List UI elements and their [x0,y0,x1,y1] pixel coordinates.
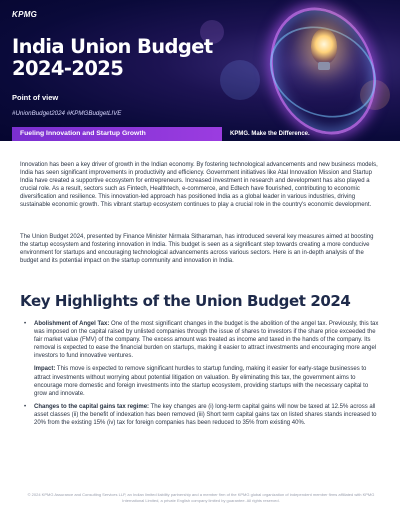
list-item-lead: Changes to the capital gains tax regime: [34,403,150,410]
lightbulb-base [318,62,330,70]
lightbulb-icon [311,28,337,64]
impact-lead: Impact: [34,366,56,373]
kpmg-logo: KPMG [12,10,38,19]
bullet: • [24,403,27,410]
highlights-list [20,320,382,432]
impact-text: This move is expected to remove significant hurdles to startup funding, making it easier for early-stage businesses to attract investments without worrying about potential litigation on valuation. By eliminating this tax, the government aims to encourage more domestic and foreign investments into the startup ecosystem, providing startups with the necessary capital to grow and innovate. [34,366,369,397]
list-item [20,320,382,360]
page-subtitle: Point of view [12,93,59,102]
hero-banner [0,0,400,141]
bullet: • [24,321,27,327]
hashtags: #UnionBudget2024 #KPMGBudgetLIVE [12,110,122,117]
section-heading: Key Highlights of the Union Budget 2024 [20,292,351,310]
theme-band [0,127,400,141]
list-item-text: One of the most significant changes in the budget is the abolition of the angel tax. Previously, this tax was imposed on the capital raised by unlisted companies through the issue of shares to investors if the share price exceeded the fair market value (FMV) of the company. The excess amount was treated as income and taxed in the hands of the company. Its removal is expected to ease the financial burden on startups, making it easier to attract investments and encouraging more angel investors to fund innovative ventures. [34,321,379,360]
intro-paragraph: The Union Budget 2024, presented by Finance Minister Nirmala Sitharaman, has introduced several key measures aimed at boosting the startup ecosystem and fostering innovation in India. This budget is seen as a significant step towards creating a more conducive environment for startups and encouraging technological advancements across various sectors. Here is an in-depth analysis of the budget and its potential impact on the startup community and innovation in India. [20,234,374,265]
impact-paragraph [20,365,382,397]
page-title: India Union Budget 2024-2025 [12,35,213,80]
list-item-text: The key changes are (i) long-term capital gains will now be taxed at 12.5% across all asset classes (ii) the benefit of indexation has been removed (iii) Short term capital gains tax on listed shares stands increased to 20% from the existing 15% (iv) tax for foreign companies has been reduced to 35% from existing 40%. [34,403,377,427]
tagline: KPMG. Make the Difference. [230,131,310,137]
intro-paragraph: Innovation has been a key driver of growth in the Indian economy. By fostering technological advancements and new business models, India has seen significant improvements in productivity and efficiency. Government initiatives like Atal Innovation Mission and Startup India have created a supportive ecosystem for entrepreneurs. Increased investment in research and development has also played a crucial role. As a result, sectors such as Fintech, Healthtech, e-commerce, and Edtech have flourished, contributing to economic diversification and resilience. This innovation-led approach has positioned India as a global leader in various industries, driving sustainable economic growth. This vibrant startup ecosystem continues to play a crucial role in the country's economic development. [20,162,378,209]
list-item [20,403,382,427]
list-item-lead: Abolishment of Angel Tax: [34,321,110,327]
footer-disclaimer: © 2024 KPMG Assurance and Consulting Services LLP, an Indian limited liability partnership and a member firm of the KPMG global organization of independent member firms affiliated with KPMG International Limited, a private English company limited by guarantee. All rights reserved. [27,492,375,503]
theme-label: Fueling Innovation and Startup Growth [12,127,222,141]
